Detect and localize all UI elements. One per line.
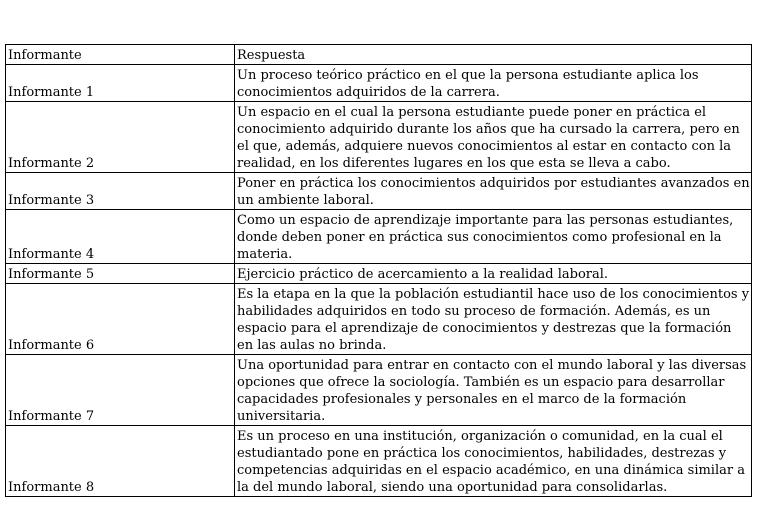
table-row	[6, 264, 752, 284]
table-row	[6, 210, 752, 264]
responses-table	[5, 44, 752, 497]
respuesta-cell: Ejercicio práctico de acercamiento a la realidad laboral.	[235, 264, 752, 284]
respuesta-cell: Como un espacio de aprendizaje importante para las personas estudiantes, donde deben poner en práctica sus conocimientos como profesional en la materia.	[235, 210, 752, 264]
informante-cell: Informante 6	[6, 284, 235, 355]
informante-cell: Informante 3	[6, 173, 235, 210]
respuesta-cell: Un proceso teórico práctico en el que la persona estudiante aplica los conocimientos adquiridos de la carrera.	[235, 65, 752, 102]
respuesta-cell: Es un proceso en una institución, organización o comunidad, en la cual el estudiantado pone en práctica los conocimientos, habilidades, destrezas y competencias adquiridas en el espacio académico, en una dinámica similar a la del mundo laboral, siendo una oportunidad para consolidarlas.	[235, 426, 752, 497]
table-row	[6, 173, 752, 210]
informante-cell: Informante 2	[6, 102, 235, 173]
table-header-row	[6, 45, 752, 65]
table-row	[6, 102, 752, 173]
respuesta-cell: Una oportunidad para entrar en contacto con el mundo laboral y las diversas opciones que ofrece la sociología. También es un espacio para desarrollar capacidades profesionales y personales en el marco de la formación universitaria.	[235, 355, 752, 426]
header-informante: Informante	[6, 45, 235, 65]
informante-cell: Informante 4	[6, 210, 235, 264]
table-row	[6, 65, 752, 102]
respuesta-cell: Es la etapa en la que la población estudiantil hace uso de los conocimientos y habilidades adquiridos en todo su proceso de formación. Además, es un espacio para el aprendizaje de conocimientos y destrezas que la formación en las aulas no brinda.	[235, 284, 752, 355]
informante-cell: Informante 1	[6, 65, 235, 102]
informante-cell: Informante 8	[6, 426, 235, 497]
informante-cell: Informante 7	[6, 355, 235, 426]
table-row	[6, 355, 752, 426]
header-respuesta: Respuesta	[235, 45, 752, 65]
respuesta-cell: Un espacio en el cual la persona estudiante puede poner en práctica el conocimiento adquirido durante los años que ha cursado la carrera, pero en el que, además, adquiere nuevos conocimientos al estar en contacto con la realidad, en los diferentes lugares en los que esta se lleva a cabo.	[235, 102, 752, 173]
table-row	[6, 284, 752, 355]
informante-cell: Informante 5	[6, 264, 235, 284]
table-row	[6, 426, 752, 497]
respuesta-cell: Poner en práctica los conocimientos adquiridos por estudiantes avanzados en un ambiente laboral.	[235, 173, 752, 210]
